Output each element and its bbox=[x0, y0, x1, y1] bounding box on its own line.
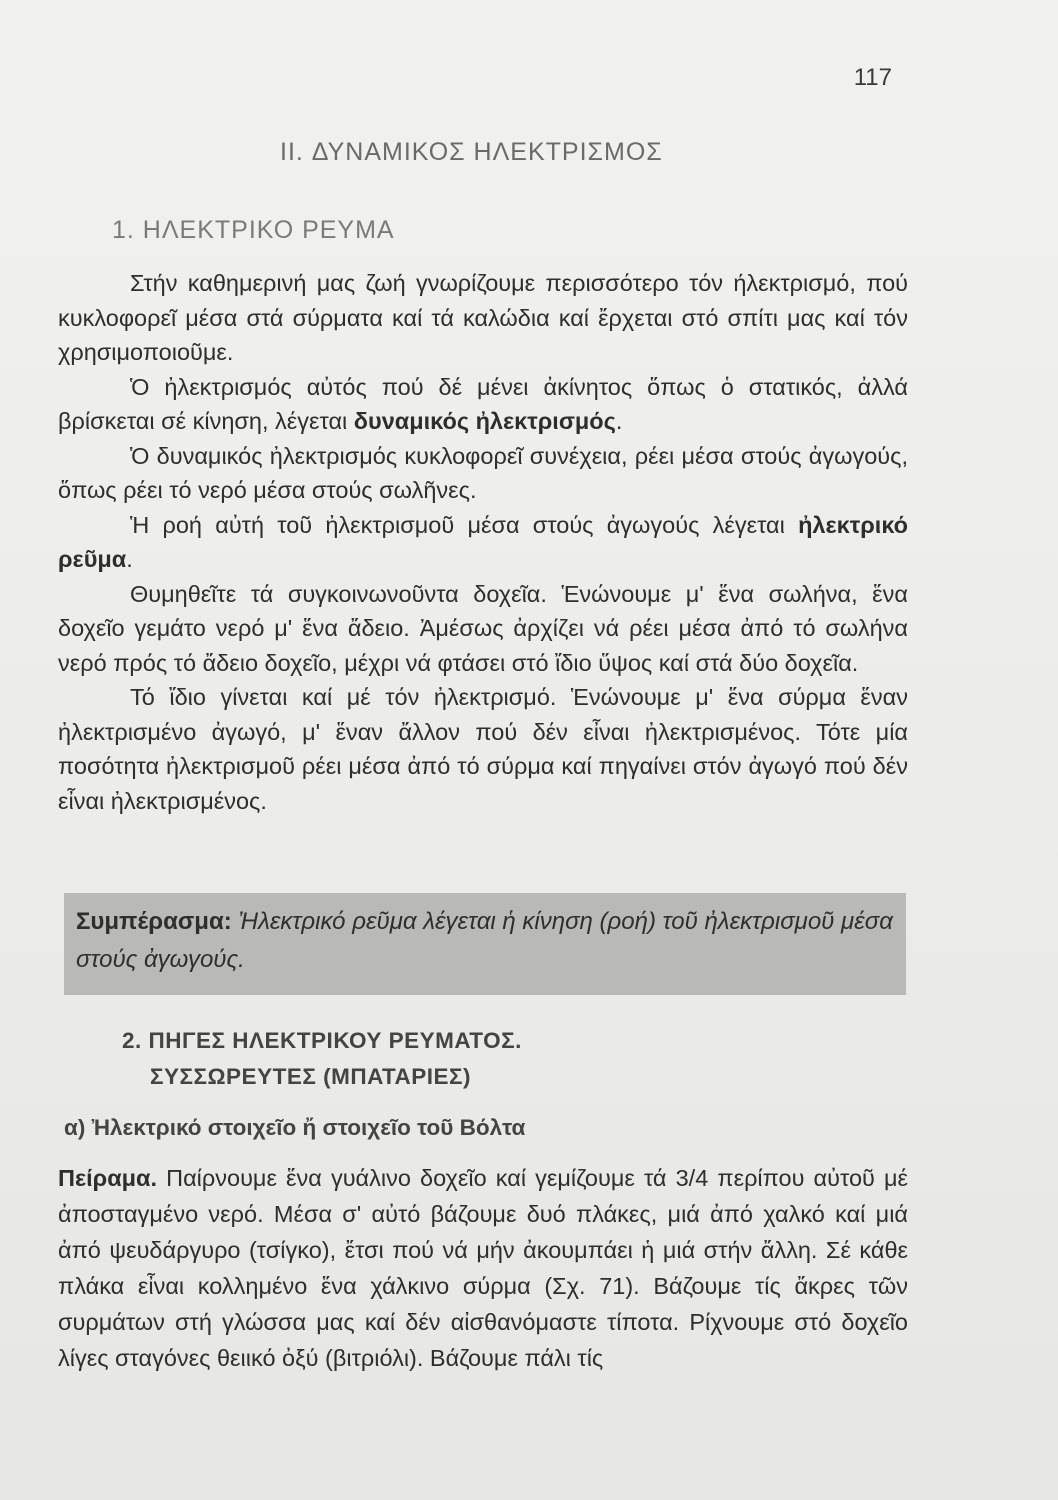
experiment-text bbox=[58, 1160, 908, 1376]
paragraph: Τό ἴδιο γίνεται καί μέ τόν ἠλεκτρισμό. Ἑνώνουμε μ' ἕνα σύρμα ἕναν ἠλεκτρισμένο ἀγωγό, μ' ἕναν ἄλλον πού δέν εἶναι ἠλεκτρισμένος. Τότε μία ποσότητα ἠλεκτρισμοῦ ρέει μέσα ἀπό τό σύρμα καί πηγαίνει στόν ἀγωγό πού δέν εἶναι ἠλεκτρισμένος. bbox=[58, 684, 908, 814]
section-title-2-line1: 2. ΠΗΓΕΣ ΗΛΕΚΤΡΙΚΟΥ ΡΕΥΜΑΤΟΣ. bbox=[122, 1028, 522, 1053]
conclusion-box bbox=[64, 893, 906, 995]
subsection-title: α) Ἠλεκτρικό στοιχεῖο ἤ στοιχεῖο τοῦ Βόλτα bbox=[64, 1115, 526, 1140]
section-title: 1. ΗΛΕΚΤΡΙΚΟ ΡΕΥΜΑ bbox=[112, 216, 395, 244]
paragraph: Στήν καθημερινή μας ζωή γνωρίζουμε περισσότερο τόν ήλεκτρισμό, πού κυκλοφορεῖ μέσα στά σύρματα καί τά καλώδια καί ἔρχεται στό σπίτι μας καί τόν χρησιμοποιοῦμε. bbox=[58, 270, 908, 365]
text-span: . bbox=[126, 546, 133, 572]
paragraph: Ὁ δυναμικός ἠλεκτρισμός κυκλοφορεῖ συνέχεια, ρέει μέσα στούς ἀγωγούς, ὅπως ρέει τό νερό μέσα στούς σωλῆνες. bbox=[58, 442, 908, 503]
text-span: Ὁ ἠλεκτρισμός αὐτός πού δέ μένει ἀκίνητος ὅπως ὁ στατικός, ἀλλά βρίσκεται σέ κίνηση, λέγεται bbox=[58, 373, 908, 434]
main-text bbox=[58, 266, 908, 818]
section-title-2-line2: ΣΥΣΣΩΡΕΥΤΕΣ (ΜΠΑΤΑΡΙΕΣ) bbox=[150, 1064, 472, 1089]
page-number: 117 bbox=[853, 64, 892, 91]
chapter-title: II. ΔΥΝΑΜΙΚΟΣ ΗΛΕΚΤΡΙΣΜΟΣ bbox=[280, 138, 663, 166]
bold-term: δυναμικός ἠλεκτρισμός bbox=[353, 408, 616, 434]
bold-term: ἠλεκτρικό ρεῦμα bbox=[58, 511, 908, 572]
paragraph bbox=[58, 370, 908, 439]
paragraph bbox=[58, 1160, 908, 1376]
conclusion-label: Συμπέρασμα: bbox=[76, 908, 232, 935]
conclusion-text: Ἠλεκτρικό ρεῦμα λέγεται ἡ κίνηση (ροή) τοῦ ἠλεκτρισμοῦ μέσα στούς ἀγωγούς. bbox=[76, 908, 893, 973]
paragraph: Θυμηθεῖτε τά συγκοινωνοῦντα δοχεῖα. Ἑνώνουμε μ' ἕνα σωλήνα, ἕνα δοχεῖο γεμάτο νερό μ' ἕνα ἄδειο. Ἀμέσως ἀρχίζει νά ρέει μέσα ἀπό τό σωλήνα νερό πρός τό ἄδειο δοχεῖο, μέχρι νά φτάσει στό ἴδιο ὕψος καί στά δύο δοχεῖα. bbox=[58, 580, 908, 676]
bold-term: Πείραμα. bbox=[58, 1165, 157, 1191]
text-span: . bbox=[615, 408, 623, 434]
text-span: Ἡ ροή αὐτή τοῦ ἠλεκτρισμοῦ μέσα στούς ἀγωγούς λέγεται bbox=[130, 511, 799, 538]
paragraph bbox=[58, 508, 908, 577]
text-span: Παίρνουμε ἕνα γυάλινο δοχεῖο καί γεμίζουμε τά 3/4 περίπου αὐτοῦ μέ ἀποσταγμένο νερό. Μέσα σ' αὐτό βάζουμε δυό πλάκες, μιά ἀπό χαλκό καί μιά ἀπό ψευδάργυρο (τσίγκο), ἔτσι πού νά μήν ἀκουμπάει ἡ μιά στήν ἄλλη. Σέ κάθε πλάκα εἶναι κολλημένο ἕνα χάλκινο σύρμα (Σχ. 71). Βάζουμε τίς ἄκρες τῶν συρμάτων στή γλώσσα μας καί δέν αἰσθανόμαστε τίποτα. Ρίχνουμε στό δοχεῖο λίγες σταγόνες θειικό ὀξύ (βιτριόλι). Βάζουμε πάλι τίς bbox=[58, 1165, 908, 1371]
